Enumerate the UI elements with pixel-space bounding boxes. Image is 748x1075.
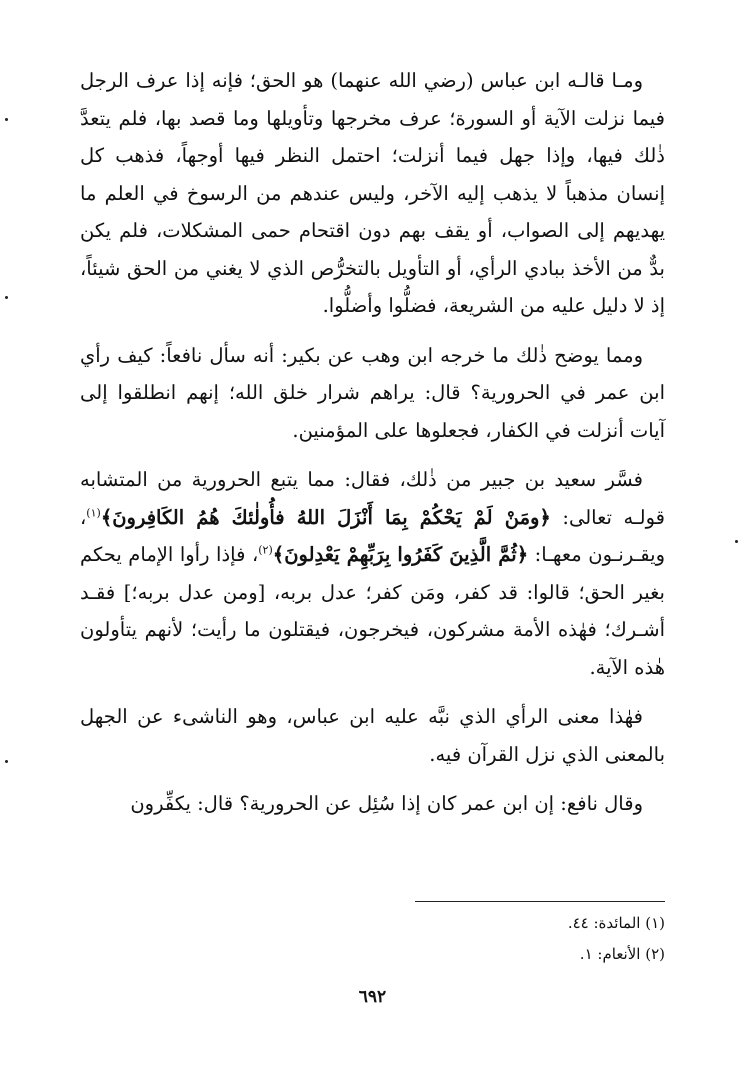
footnote-divider (415, 901, 665, 902)
document-page (80, 62, 665, 1052)
quran-verse-1: ﴿ومَنْ لَمْ يَحْكُمْ بِمَا أَنْزَلَ اللهُ فأُولٰئكَ هُمُ الكَافِرونَ﴾ (100, 505, 551, 529)
scan-mark (5, 118, 8, 121)
footnote-2: (٢) الأنعام: ١. (579, 945, 665, 963)
footnote-ref-1: (١) (86, 506, 101, 519)
paragraph-3-part-2: ، ويقـرنـون معهـا: (80, 505, 665, 566)
footnotes (80, 908, 665, 970)
paragraph-1: ومـا قالـه ابن عباس (رضي الله عنهما) هو الحق؛ فإنه إذا عرف الرجل فيما نزلت الآية أو السورة؛ عرف مخرجها وتأويلها وما قصد بها، فلم يتعدَّ ذٰلك فيها، وإذا جهل فيما أنزلت؛ احتمل النظر فيها أوجهاً، فذهب كل إنسان مذهباً لا يذهب إليه الآخر، وليس عندهم من الرسوخ في العلم ما يهديهم إلى الصواب، أو يقف بهم دون اقتحام حمى المشكلات، فلم يكن بدٌّ من الأخذ ببادي الرأي، أو التأويل بالتخرُّص الذي لا يغني من الحق شيئاً، إذ لا دليل عليه من الشريعة، فضلُّوا وأضلُّوا. (80, 69, 665, 317)
footnote-1: (١) المائدة: ٤٤. (567, 914, 665, 932)
paragraph-3-part-3: ، فإذا رأوا الإمام يحكم بغير الحق؛ قالوا: قد كفر، ومَن كفر؛ عدل بربه، [ومن عدل بربه؛] فقـد أشـرك؛ فهٰذه الأمة مشركون، فيخرجون، فيقتلون ما رأيت؛ لأنهم يتأولون هٰذه الآية. (80, 543, 665, 679)
quran-verse-2: ﴿ثُمَّ الَّذِينَ كَفَرُوا بِرَبِّهِمْ يَعْدِلونَ﴾ (272, 543, 529, 566)
paragraph-3 (80, 461, 665, 686)
paragraph-3-part-1: فسَّر سعيد بن جبير من ذٰلك، فقال: مما يتبع الحرورية من المتشابه قولـه تعالى: (80, 468, 665, 529)
page-number: ٦٩٢ (358, 987, 387, 1007)
footnote-ref-2: (٢) (258, 543, 273, 557)
paragraph-2: ومما يوضح ذٰلك ما خرجه ابن وهب عن بكير: أنه سأل نافعاً: كيف رأي ابن عمر في الحرورية؟ قال: يراهم شرار خلق الله؛ إنهم انطلقوا إلى آيات أنزلت في الكفار، فجعلوها على المؤمنين. (80, 343, 665, 442)
scan-mark (735, 540, 738, 543)
paragraph-5: وقال نافع: إن ابن عمر كان إذا سُئِل عن الحرورية؟ قال: يكفِّرون (130, 792, 643, 815)
scan-mark (5, 760, 8, 763)
scan-mark (5, 296, 8, 299)
paragraph-4: فهٰذا معنى الرأي الذي نبَّه عليه ابن عباس، وهو الناشىء عن الجهل بالمعنى الذي نزل القرآن فيه. (80, 705, 665, 766)
